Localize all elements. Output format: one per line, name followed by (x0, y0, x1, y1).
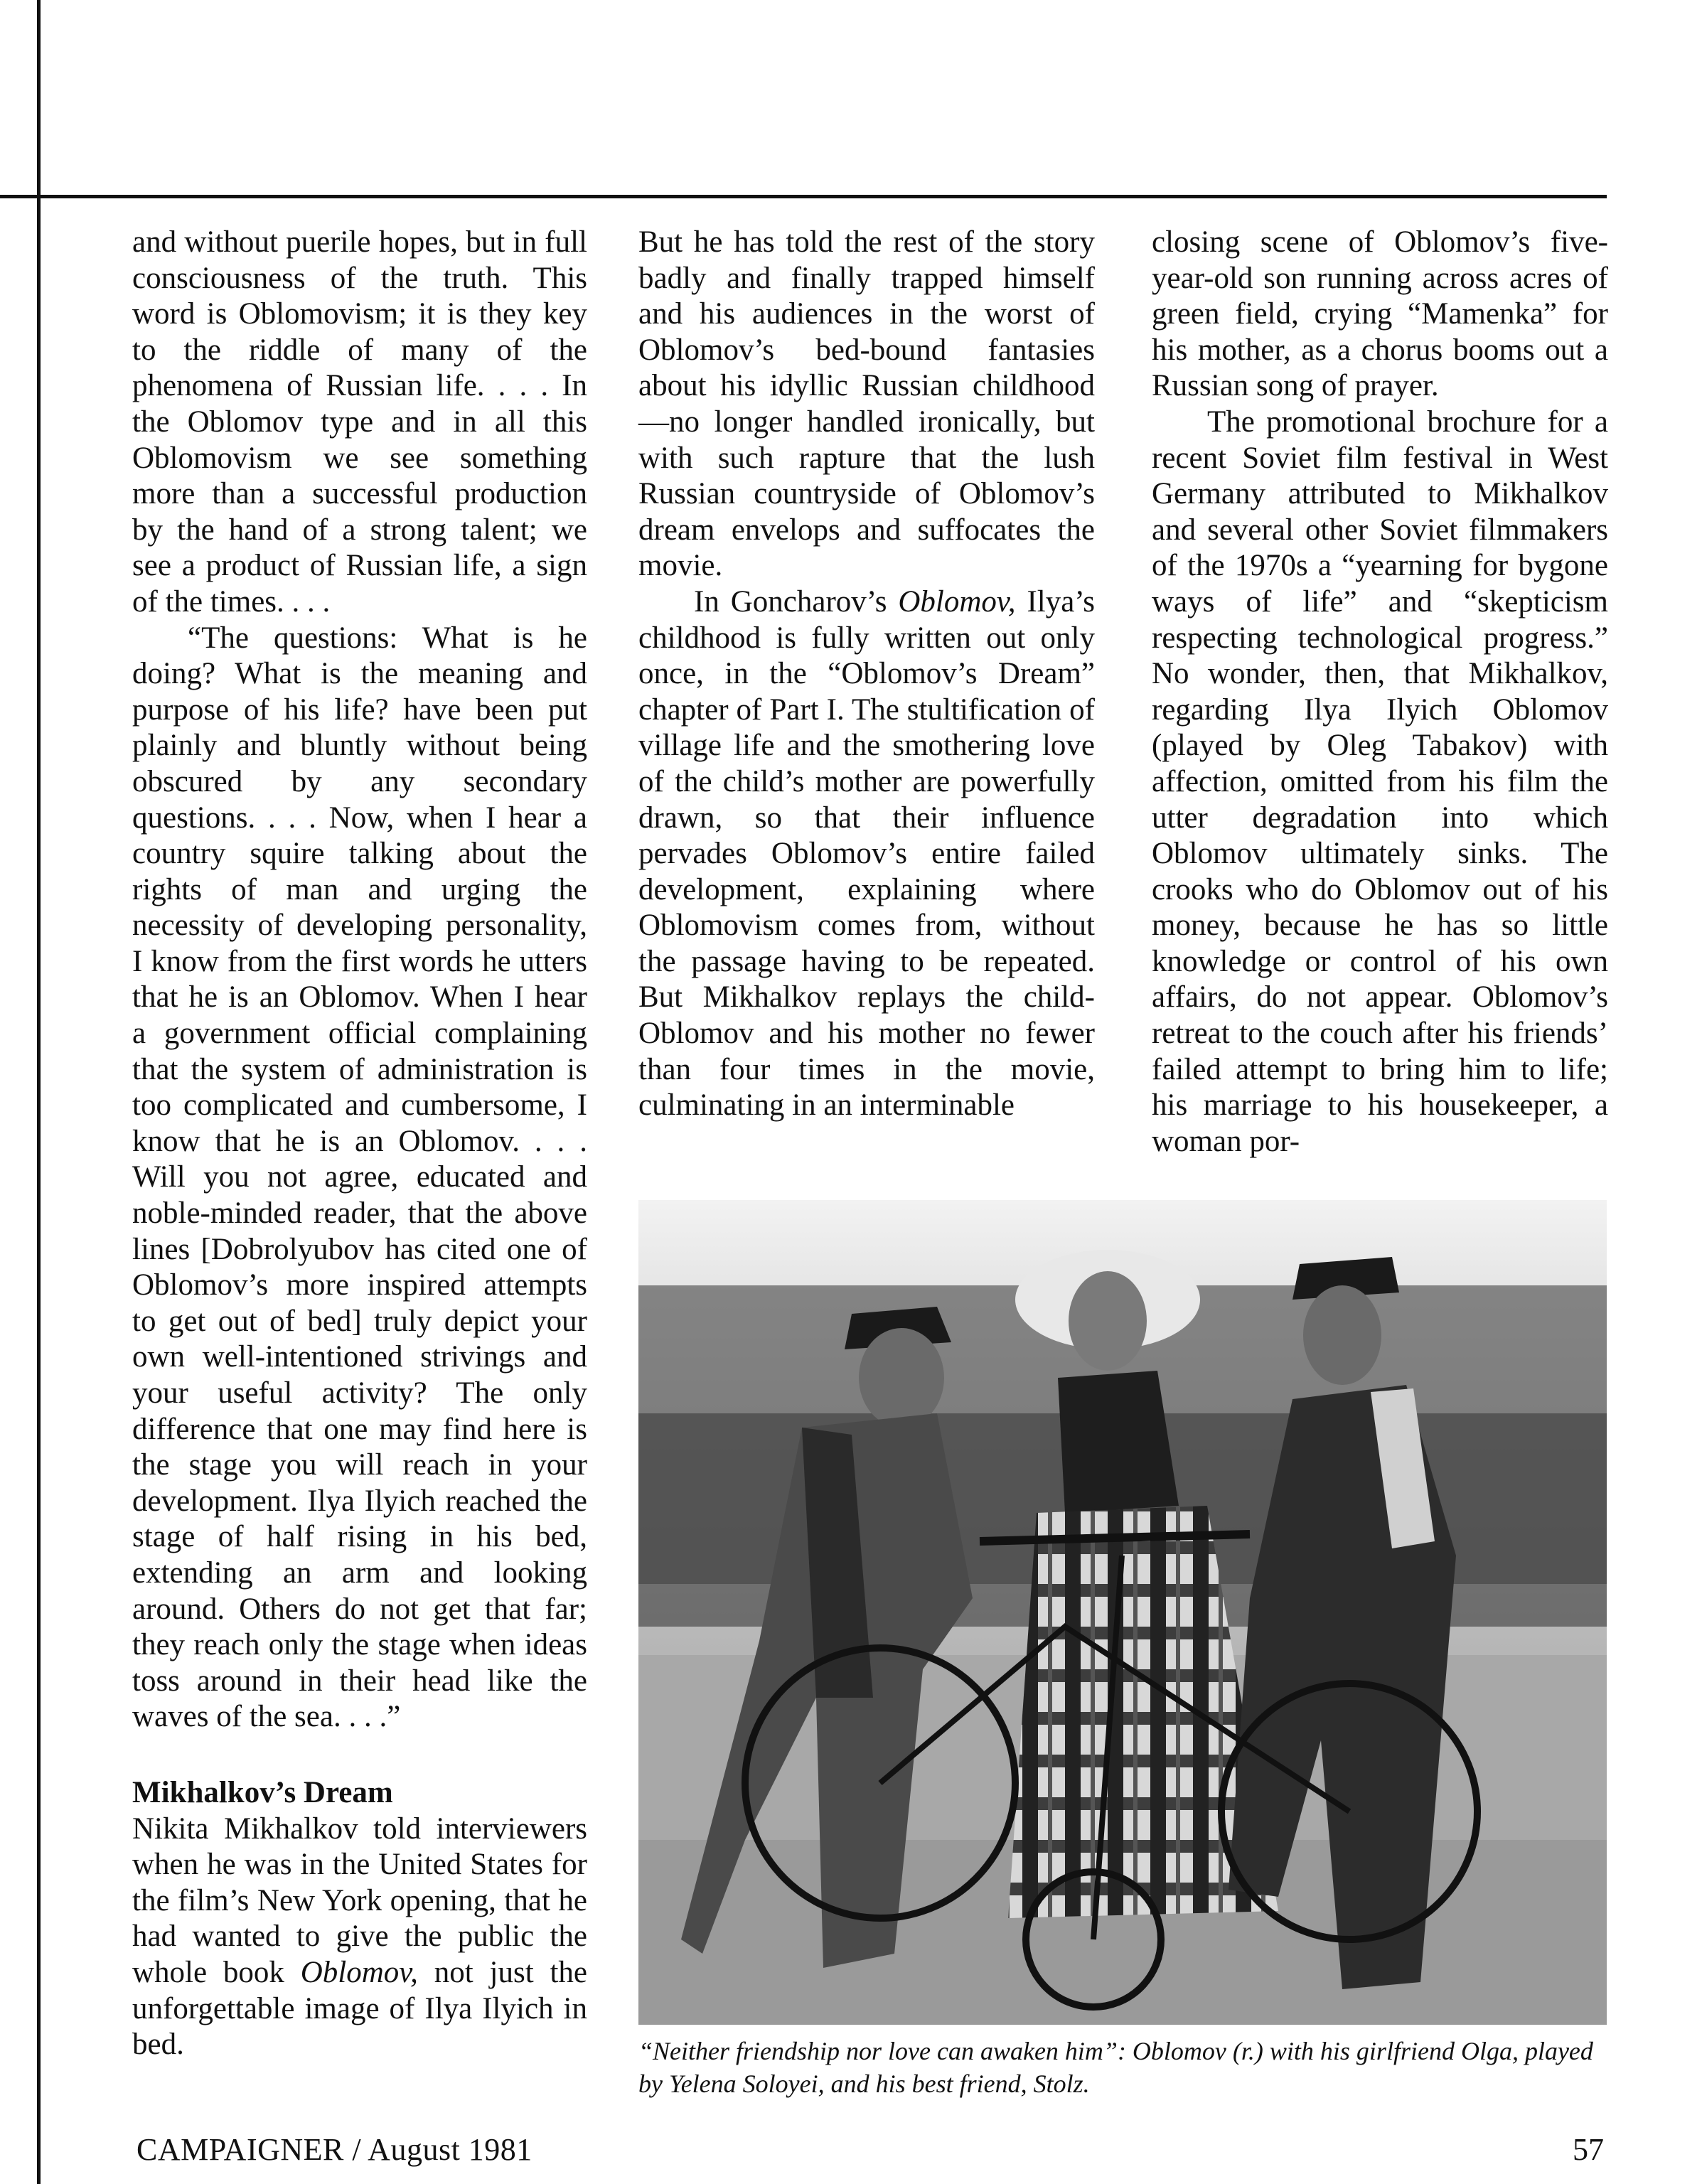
column3-paragraph-1: closing scene of Oblomov’s five-year-old son running across acres of green field, crying “Mamenka” for his mother, as a chorus booms out a Russian song of prayer. (1152, 225, 1608, 403)
column2-paragraph-2-part-b: Ilya’s childhood is fully written out only once, in the “Oblomov’s Dream” chapter of Part I. The stultification of village life and the smothering love of the child’s mother are powerfully drawn, so that their influence pervades Oblomov’s entire failed development, explaining where Oblomovism comes from, without the passage having to be repeated. But Mikhalkov replays the child-Oblomov and his mother no fewer than four times in the movie, culminating in an interminable (638, 584, 1095, 1123)
photo-caption: “Neither friendship nor love can awaken him”: Oblomov (r.) with his girlfriend Olga, played by Yelena Soloyei, and his best friend, Stolz. (638, 2037, 1593, 2098)
column3-paragraph-2: The promotional brochure for a recent Soviet film festival in West Germany attributed to Mikhalkov and several other Soviet filmmakers of the 1970s a “yearning for bygone ways of life” and “skepticism respecting technological progress.” No wonder, then, that Mikhalkov, regarding Ilya Ilyich Oblomov (played by Oleg Tabakov) with affection, omitted from his film the utter degradation into which Oblomov ultimately sinks. The crooks who do Oblomov out of his money, because he has so little knowledge or control of his own affairs, do not appear. Oblomov’s retreat to the couch after his friends’ failed attempt to bring him to life; his marriage to his housekeeper, a woman por- (1152, 405, 1608, 1158)
publication-footer: CAMPAIGNER / August 1981 (137, 2132, 532, 2167)
section-subhead: Mikhalkov’s Dream (132, 1775, 393, 1809)
page-number: 57 (1573, 2132, 1604, 2167)
text-column-1 (132, 225, 587, 2063)
column1-paragraph-2: “The questions: What is he doing? What is the meaning and purpose of his life? have been put plainly and bluntly without being obscured by any secondary questions. . . . Now, when I hear a country squire talking about the rights of man and urging the necessity of developing personality, I know from the first words he utters that he is an Oblomov. When I hear a government official complaining that the system of administration is too complicated and cumbersome, I know that he is an Oblomov. . . . Will you not agree, educated and noble-minded reader, that the above lines [Dobrolyubov has cited one of Oblomov’s more inspired attempts to get out of bed] truly depict your own well-intentioned strivings and your useful activity? The only difference that one may find here is the stage you will reach in your development. Ilya Ilyich reached the stage of half rising in his bed, extending an arm and looking around. Others do not get that far; they reach only the stage when ideas toss around in their head like the waves of the sea. . . .” (132, 621, 587, 1734)
column1-paragraph-1: and without puerile hopes, but in full consciousness of the truth. This word is Oblomovism; it is they key to the riddle of many of the phenomena of Russian life. . . . In the Oblomov type and in all this Oblomovism we see something more than a successful production by the hand of a strong talent; we see a product of Russian life, a sign of the times. . . . (132, 225, 587, 619)
left-margin-rule (37, 0, 41, 2184)
column2-paragraph-2-book-title: Oblomov, (898, 584, 1016, 619)
column2-paragraph-2 (638, 584, 1095, 1124)
column2-paragraph-2-part-a: In Goncharov’s (694, 584, 899, 619)
column1-paragraph-3-part-b: not just the unforgettable image of Ilya Ilyich in bed. (132, 1955, 588, 2062)
column1-paragraph-3 (132, 1811, 587, 2063)
column1-paragraph-3-part-a: Nikita Mikhalkov told interviewers when he was in the United States for the film’s New York opening, that he had wanted to give the public the whole book (132, 1811, 587, 1989)
text-column-3 (1152, 225, 1608, 1160)
text-column-2 (638, 225, 1095, 1124)
column2-paragraph-1: But he has told the rest of the story badly and finally trapped himself and his audiences in the worst of Oblomov’s bed-bound fantasies about his idyllic Russian childhood—no longer handled ironically, but with such rapture that the lush Russian countryside of Oblomov’s dream envelops and suffocates the movie. (638, 225, 1095, 583)
film-still-illustration (638, 1200, 1607, 2025)
top-header-rule (0, 195, 1607, 198)
column1-paragraph-3-book-title: Oblomov, (300, 1955, 418, 1989)
film-still-photo (638, 1200, 1607, 2025)
